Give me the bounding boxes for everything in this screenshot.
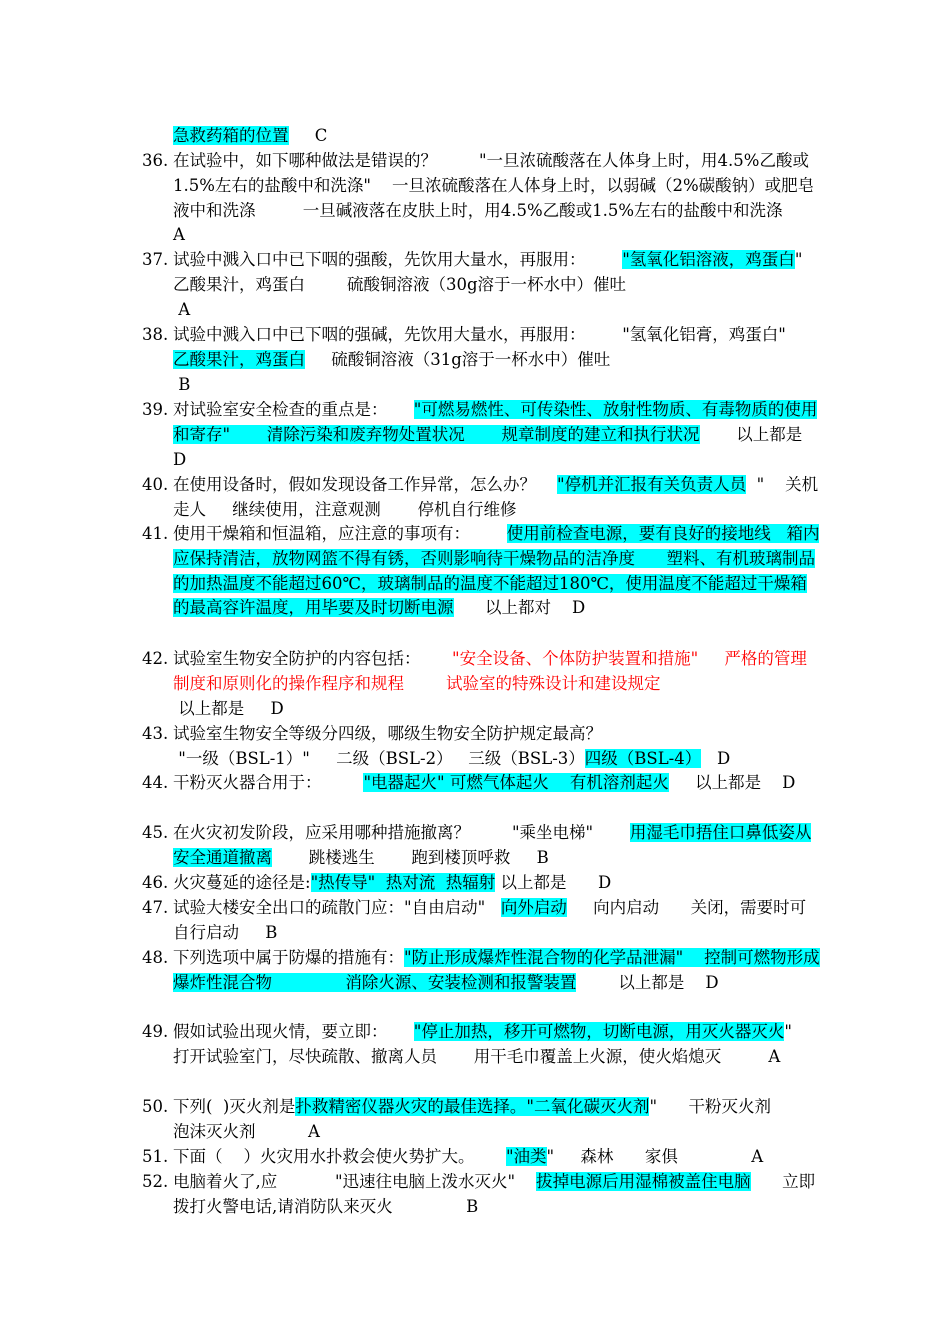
question-number: 45. [142,823,169,842]
answer-highlight: 四级（BSL-4） [584,748,702,768]
answer-highlight: 扑救精密仪器火灾的最佳选择。"二氧化碳灭火剂 [295,1097,650,1116]
answer-highlight: "可燃易燃性、可传染性、放射性物质、有毒物质的使用和寄存" 清除污染和废弃物处置状况 规章制度的建立和执行状况 [173,400,818,444]
answer-highlight: "停止加热，移开可燃物，切断电源，用灭火器灭火 [413,1022,785,1041]
question-number: 51. [142,1147,169,1166]
question-51: 51. 下面（ ）火灾用水扑救会使火势扩大。 "油类" 森林 家俱 A [142,1145,822,1170]
question-47: 47. 试验大楼安全出口的疏散门应："自由启动" 向外启动 向内启动 关闭，需要时可自行启动 B [142,898,807,942]
answer-highlight: 使用前检查电源，要有良好的接地线 箱内应保持清洁，放物网篮不得有锈，否则影响待干燥物品的洁净度 塑料、有机玻璃制品的加热温度不能超过60℃，玻璃制品的温度不能超过180℃，使用温度不能超过干燥箱的最高容许温度，用毕要及时切断电源 [173,524,820,618]
answer-highlight: 乙酸果汁，鸡蛋白 [173,349,305,369]
answer-highlight: "停机并汇报有关负责人员 [556,475,747,494]
question-number: 37. [142,250,169,269]
question-number: 41. [142,524,169,543]
question-number: 52. [142,1172,169,1191]
question-number: 50. [142,1097,169,1116]
question-number: 47. [142,898,169,917]
question-number: 46. [142,873,169,892]
question-36 [142,149,835,248]
answer-highlight: 拔掉电源后用湿棉被盖住电脑 [536,1172,751,1191]
question-43: 43. 试验室生物安全等级分四级，哪级生物安全防护规定最高？ "一级（BSL-1）" 二级（BSL-2） 三级（BSL-3）四级（BSL-4） D [142,724,731,768]
answer-highlight: 急救药箱的位置 [173,126,289,145]
question-49: 49. 假如试验出现火情，要立即： "停止加热，移开可燃物，切断电源，用灭火器灭火" 打开试验室门，尽快疏散、撤离人员 用干毛巾覆盖上火源，使火焰熄灭 A [142,1022,824,1066]
question-42: 42. 试验室生物安全防护的内容包括： "安全设备、个体防护装置和措施" 严格的管理制度和原则化的操作程序和规程 试验室的特殊设计和建设规定 以上都是 D [142,649,807,718]
question-number: 43. [142,724,169,743]
question-number: 42. [142,649,169,668]
question-44: 44. 干粉灭火器合用于： "电器起火" 可燃气体起火 有机溶剂起火 以上都是 D [142,771,822,796]
question-number: 49. [142,1022,169,1041]
answer-highlight: "防止形成爆炸性混合物的化学品泄漏" 控制可燃物形成爆炸性混合物 消除火源、安装检测和报警装置 [173,948,820,992]
question-37: 37. 试验中溅入口中已下咽的强酸，先饮用大量水，再服用： "氢氧化铝溶液，鸡蛋白" 乙酸果汁，鸡蛋白 硫酸铜溶液（30g溶于一杯水中）催吐 A [142,250,803,319]
answer-highlight: "油类 [505,1147,547,1166]
question-number: 39. [142,400,169,419]
question-38: 38. 试验中溅入口中已下咽的强碱，先饮用大量水，再服用： "氢氧化铝膏，鸡蛋白" 乙酸果汁，鸡蛋白 硫酸铜溶液（31g溶于一杯水中）催吐 B [142,325,813,394]
question-number: 38. [142,325,169,344]
question-39: 39. 对试验室安全检查的重点是： "可燃易燃性、可传染性、放射性物质、有毒物质的使用和寄存" 清除污染和废弃物处置状况 规章制度的建立和执行状况 以上都是 D [142,400,829,469]
answer-highlight: "电器起火" 可燃气体起火 有机溶剂起火 [363,773,669,792]
answer-red-text: "安全设备、个体防护装置和措施" 严格的管理制度和原则化的操作程序和规程 试验室的特殊设计和建设规定 [173,649,807,693]
question-number: 44. [142,773,169,792]
question-46: 46. 火灾蔓延的途径是:"热传导" 热对流 热辐射 以上都是 D [142,871,822,896]
question-45: 45. 在火灾初发阶段，应采用哪种措施撤离？ "乘坐电梯" 用湿毛巾捂住口鼻低姿从安全通道撤离 跳楼逃生 跑到楼顶呼救 B [142,823,812,867]
question-text: 在试验中，如下哪种做法是错误的？ "一旦浓硫酸落在人体身上时，用4.5%乙酸或1.5%左右的盐酸中和洗涤" 一旦浓硫酸落在人体身上时，以弱碱（2%碳酸钠）或肥皂液中和洗涤 一旦碱液落在皮肤上时，用4.5%乙酸或1.5%左右的盐酸中和洗涤 A [173,151,835,245]
question-number: 40. [142,475,169,494]
question-40: 40. 在使用设备时，假如发现设备工作异常，怎么办？ "停机并汇报有关负责人员 " 关机走人 继续使用，注意观测 停机自行维修 [142,475,819,519]
answer-highlight: "热传导" 热对流 热辐射 [310,873,496,892]
question-52: 52. 电脑着火了,应 "迅速往电脑上泼水灭火" 拔掉电源后用湿棉被盖住电脑 立即拨打火警电话,请消防队来灭火 B [142,1172,816,1216]
question-50: 50. 下列( )灭火剂是扑救精密仪器火灾的最佳选择。"二氧化碳灭火剂" 干粉灭火剂 泡沫灭火剂 A [142,1097,829,1141]
question-number: 48. [142,948,169,967]
question-number: 36. [142,151,169,170]
question-35-tail: 急救药箱的位置 C [173,126,328,145]
answer-highlight: "氢氧化铝溶液，鸡蛋白 [622,250,795,269]
question-41: 41. 使用干燥箱和恒温箱，应注意的事项有： 使用前检查电源，要有良好的接地线 箱内应保持清洁，放物网篮不得有锈，否则影响待干燥物品的洁净度 塑料、有机玻璃制品的加热温度不能超过60℃，玻璃制品的温度不能超过180℃，使用温度不能超过干燥箱的最高容许温度，用毕要及时切断电源 以上都对 D [142,524,820,618]
answer-highlight: 用湿毛巾捂住口鼻低姿从安全通道撤离 [173,823,812,867]
question-48: 48. 下列选项中属于防爆的措施有："防止形成爆炸性混合物的化学品泄漏" 控制可燃物形成爆炸性混合物 消除火源、安装检测和报警装置 以上都是 D [142,948,820,992]
answer-highlight: 向外启动 [500,898,567,917]
